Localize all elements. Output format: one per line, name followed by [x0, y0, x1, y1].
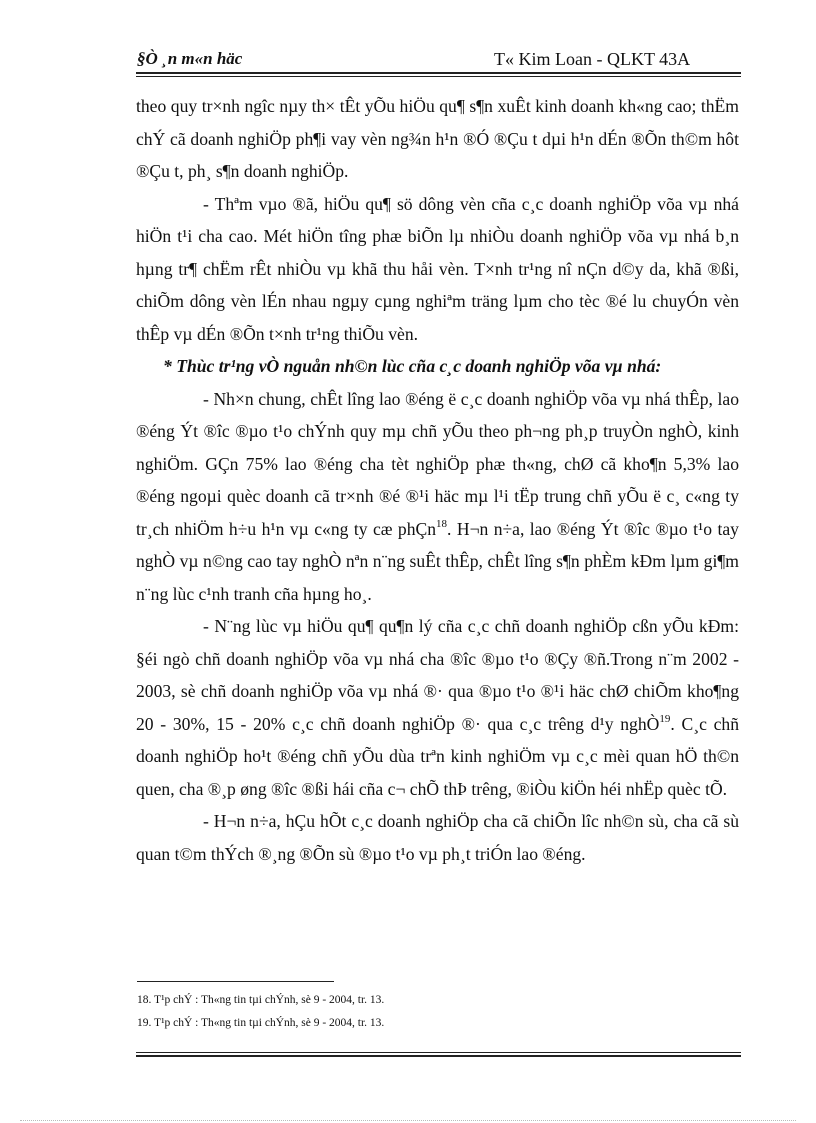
header-author: T« Kim Loan - QLKT 43A [494, 49, 691, 69]
footnote-ref-18[interactable]: 18 [436, 517, 448, 530]
body-text [136, 90, 739, 870]
page-edge [20, 1120, 796, 1121]
footnotes [137, 989, 737, 1035]
paragraph-3-text: - Nh×n chung, chÊt lîng lao ®éng ë c¸c doanh nghiÖp võa vµ nhá thÊp, lao ®éng Ýt ®îc ®µo t¹o chÝnh quy mµ chñ yÕu theo ph¬ng ph¸p truyÒn nghÒ, kinh nghiÖm. GÇn 75% lao ®éng cha tèt nghiÖp phæ th«ng, chØ cã kho¶n 5,3% lao ®éng ngoµi quèc doanh cã tr×nh ®é ®¹i häc mµ l¹i tËp trung chñ yÕu ë c¸ c«ng ty tr¸ch nhiÖm h÷u h¹n vµ c«ng ty cæ phÇn [136, 388, 739, 539]
paragraph-4-text-cont: . C¸c chñ doanh nghiÖp ho¹t ®éng chñ yÕu dùa trªn kinh nghiÖm vµ c¸c mèi quan hÖ th©n quen, cha ®¸p øng ®îc ®ßi hái cña c¬ chÕ thÞ trêng, ®iÒu kiÖn héi nhËp quèc tÕ. [136, 713, 739, 799]
paragraph-2: - Thªm vµo ®ã, hiÖu qu¶ sö dông vèn cña c¸c doanh nghiÖp võa vµ nhá hiÖn t¹i cha cao. Mét hiÖn tîng phæ biÕn lµ nhiÒu doanh nghiÖp võa vµ nhá b¸n hµng tr¶ chËm rÊt nhiÒu vµ khã thu håi vèn. T×nh tr¹ng nî nÇn d©y da, khã ®ßi, chiÕm dông vèn lÉn nhau ngµy cµng nghiªm träng lµm cho tèc ®é lu chuyÓn vèn thÊp vµ dÉn ®Õn t×nh tr¹ng thiÕu vèn. [136, 193, 739, 344]
header-subject: §Ò ¸n m«n häc [137, 49, 243, 68]
paragraph-4-text: - N¨ng lùc vµ hiÖu qu¶ qu¶n lý cña c¸c chñ doanh nghiÖp cßn yÕu kÐm: §éi ngò chñ doanh nghiÖp võa vµ nhá cha ®îc ®µo t¹o ®Çy ®ñ.Trong n¨m 2002 - 2003, sè chñ doanh nghiÖp võa vµ nhá ®· qua ®µo t¹o ®¹i häc chØ chiÕm kho¶ng 20 - 30%, 15 - 20% c¸c chñ doanh nghiÖp ®· qua c¸c trêng d¹y nghÒ [136, 616, 739, 734]
section-heading: * Thùc tr¹ng vÒ nguån nh©n lùc cña c¸c doanh nghiÖp võa vµ nhá: [163, 356, 662, 376]
footer-rule-thin [136, 1052, 741, 1053]
paragraph-5: - H¬n n÷a, hÇu hÕt c¸c doanh nghiÖp cha cã chiÕn lîc nh©n sù, cha cã sù quan t©m thÝch ®¸ng ®Õn sù ®µo t¹o vµ ph¸t triÓn lao ®éng. [136, 811, 739, 864]
header-rule-thin [136, 76, 741, 77]
footnote-19: 19. T¹p chÝ : Th«ng tin tµi chÝnh, sè 9 - 2004, tr. 13. [137, 1017, 385, 1029]
header-rule-thick [136, 72, 741, 74]
footer-rule-thick [136, 1055, 741, 1057]
paragraph-4 [136, 610, 739, 805]
footnote-separator [137, 981, 334, 982]
paragraph-3 [136, 383, 739, 611]
footnote-ref-19[interactable]: 19 [659, 712, 671, 725]
paragraph-1: theo quy tr×nh ngîc nµy th× tÊt yÕu hiÖu qu¶ s¶n xuÊt kinh doanh kh«ng cao; thËm chÝ cã doanh nghiÖp ph¶i vay vèn ng¾n h¹n ®Ó ®Çu t dµi h¹n dÉn ®Õn th©m hôt ®Çu t, ph¸ s¶n doanh nghiÖp. [136, 96, 739, 181]
footnote-18: 18. T¹p chÝ : Th«ng tin tµi chÝnh, sè 9 - 2004, tr. 13. [137, 994, 385, 1006]
paragraph-3-text-cont: . H¬n n÷a, lao ®éng Ýt ®îc ®µo t¹o tay nghÒ vµ n©ng cao tay nghÒ nªn n¨ng suÊt thÊp, chÊt lîng s¶n phÈm kÐm lµm gi¶m n¨ng lùc c¹nh tranh cña hµng ho¸. [136, 518, 739, 604]
